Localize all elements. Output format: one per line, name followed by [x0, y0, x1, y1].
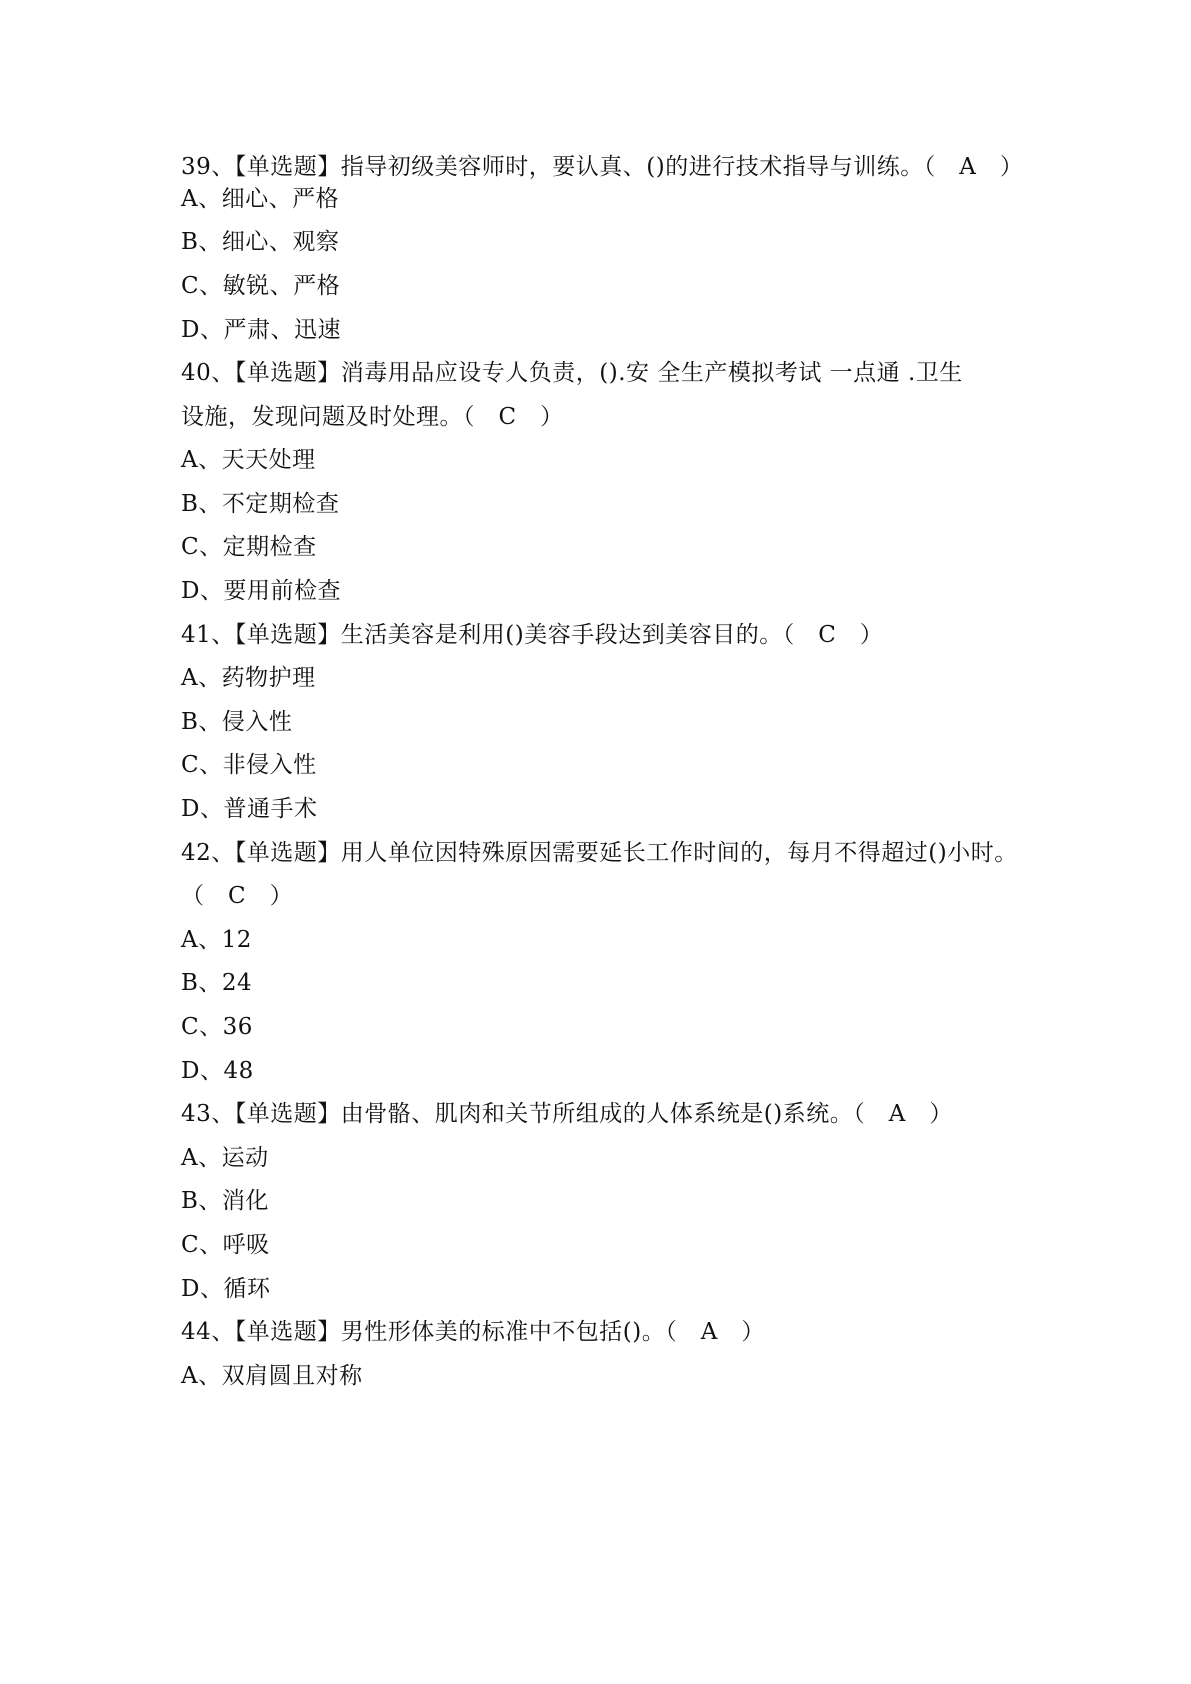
question-42-option-d: D、48 — [181, 1058, 254, 1084]
question-39-option-b: B、细心、观察 — [181, 229, 340, 255]
question-41-option-c: C、非侵入性 — [181, 752, 317, 778]
question-44-stem: 44、【单选题】男性形体美的标准中不包括()。（ A ） — [181, 1319, 765, 1345]
question-41-option-b: B、侵入性 — [181, 709, 293, 735]
question-43-option-c: C、呼吸 — [181, 1232, 270, 1258]
question-41-option-a: A、药物护理 — [181, 665, 316, 691]
question-40-option-c: C、定期检查 — [181, 534, 317, 560]
question-42-option-c: C、36 — [181, 1014, 253, 1040]
question-42-stem-line-2: （ C ） — [181, 883, 294, 909]
question-44-option-a: A、双肩圆且对称 — [181, 1363, 363, 1389]
question-39-option-c: C、敏锐、严格 — [181, 273, 341, 299]
question-43-option-b: B、消化 — [181, 1188, 269, 1214]
question-40-stem-line-1: 40、【单选题】消毒用品应设专人负责，().安 全生产模拟考试 一点通 .卫生 — [181, 360, 963, 386]
question-39-option-d: D、严肃、迅速 — [181, 317, 341, 343]
question-41-option-d: D、普通手术 — [181, 796, 318, 822]
question-39-stem: 39、【单选题】指导初级美容师时，要认真、()的进行技术指导与训练。（ A ） — [181, 154, 1024, 180]
question-40-option-a: A、天天处理 — [181, 447, 316, 473]
question-43-option-d: D、循环 — [181, 1276, 271, 1302]
question-42-option-b: B、24 — [181, 970, 253, 996]
question-42-option-a: A、12 — [181, 927, 252, 953]
question-40-option-d: D、要用前检查 — [181, 578, 341, 604]
question-40-stem-line-2: 设施，发现问题及时处理。（ C ） — [181, 404, 564, 430]
question-43-stem: 43、【单选题】由骨骼、肌肉和关节所组成的人体系统是()系统。（ A ） — [181, 1101, 953, 1127]
question-39-option-a: A、细心、严格 — [181, 186, 340, 212]
question-43-option-a: A、运动 — [181, 1145, 269, 1171]
question-40-option-b: B、不定期检查 — [181, 491, 340, 517]
question-42-stem-line-1: 42、【单选题】用人单位因特殊原因需要延长工作时间的，每月不得超过()小时。 — [181, 840, 1018, 866]
question-41-stem: 41、【单选题】生活美容是利用()美容手段达到美容目的。（ C ） — [181, 622, 884, 648]
